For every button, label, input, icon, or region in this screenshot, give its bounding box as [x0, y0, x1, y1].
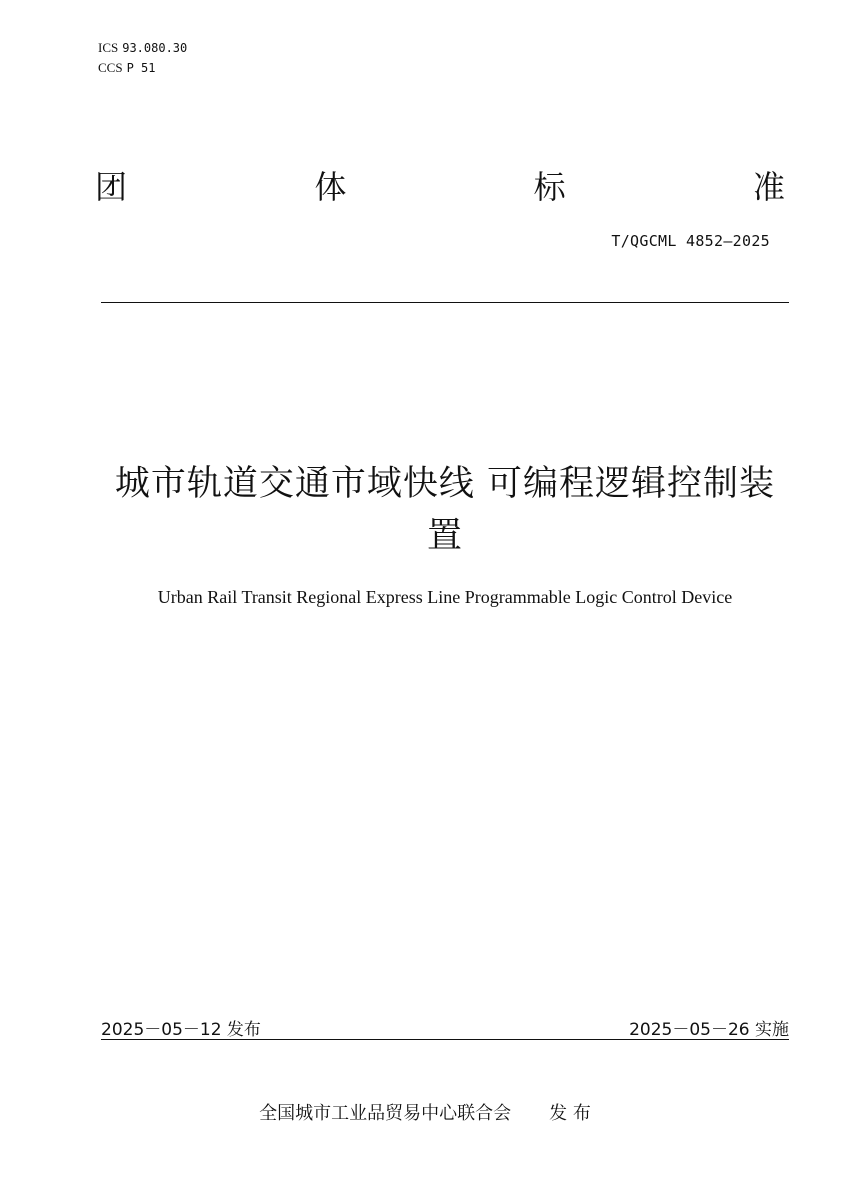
heading-char-1: 团 [95, 168, 128, 206]
heading-char-3: 标 [533, 168, 566, 206]
publisher-name: 全国城市工业品贸易中心联合会 [259, 1103, 512, 1124]
title-chinese-line-1: 城市轨道交通市域快线 可编程逻辑控制装 [114, 464, 776, 504]
issue-date: 2025－05－12 发布 [101, 1020, 261, 1040]
title-chinese-line-2: 置 [426, 516, 463, 556]
heading-char-4: 准 [752, 168, 785, 206]
ics-line [98, 40, 187, 56]
ccs-value: P 51 [126, 61, 156, 75]
footer-divider [101, 1039, 789, 1040]
standard-number: T/QGCML 4852—2025 [611, 232, 770, 250]
standard-type-heading [95, 164, 785, 206]
title-english: Urban Rail Transit Regional Express Line Programmable Logic Control Device [157, 587, 733, 607]
title-chinese [90, 458, 800, 562]
publisher-action: 发 布 [549, 1103, 591, 1124]
heading-char-2: 体 [314, 168, 347, 206]
ics-value: 93.080.30 [122, 41, 188, 55]
publisher-line [0, 1099, 850, 1125]
ccs-label: CCS [98, 60, 123, 75]
effective-date: 2025－05－26 实施 [629, 1020, 789, 1040]
header-divider [101, 302, 789, 303]
ccs-line [98, 60, 155, 76]
ics-label: ICS [98, 40, 119, 55]
